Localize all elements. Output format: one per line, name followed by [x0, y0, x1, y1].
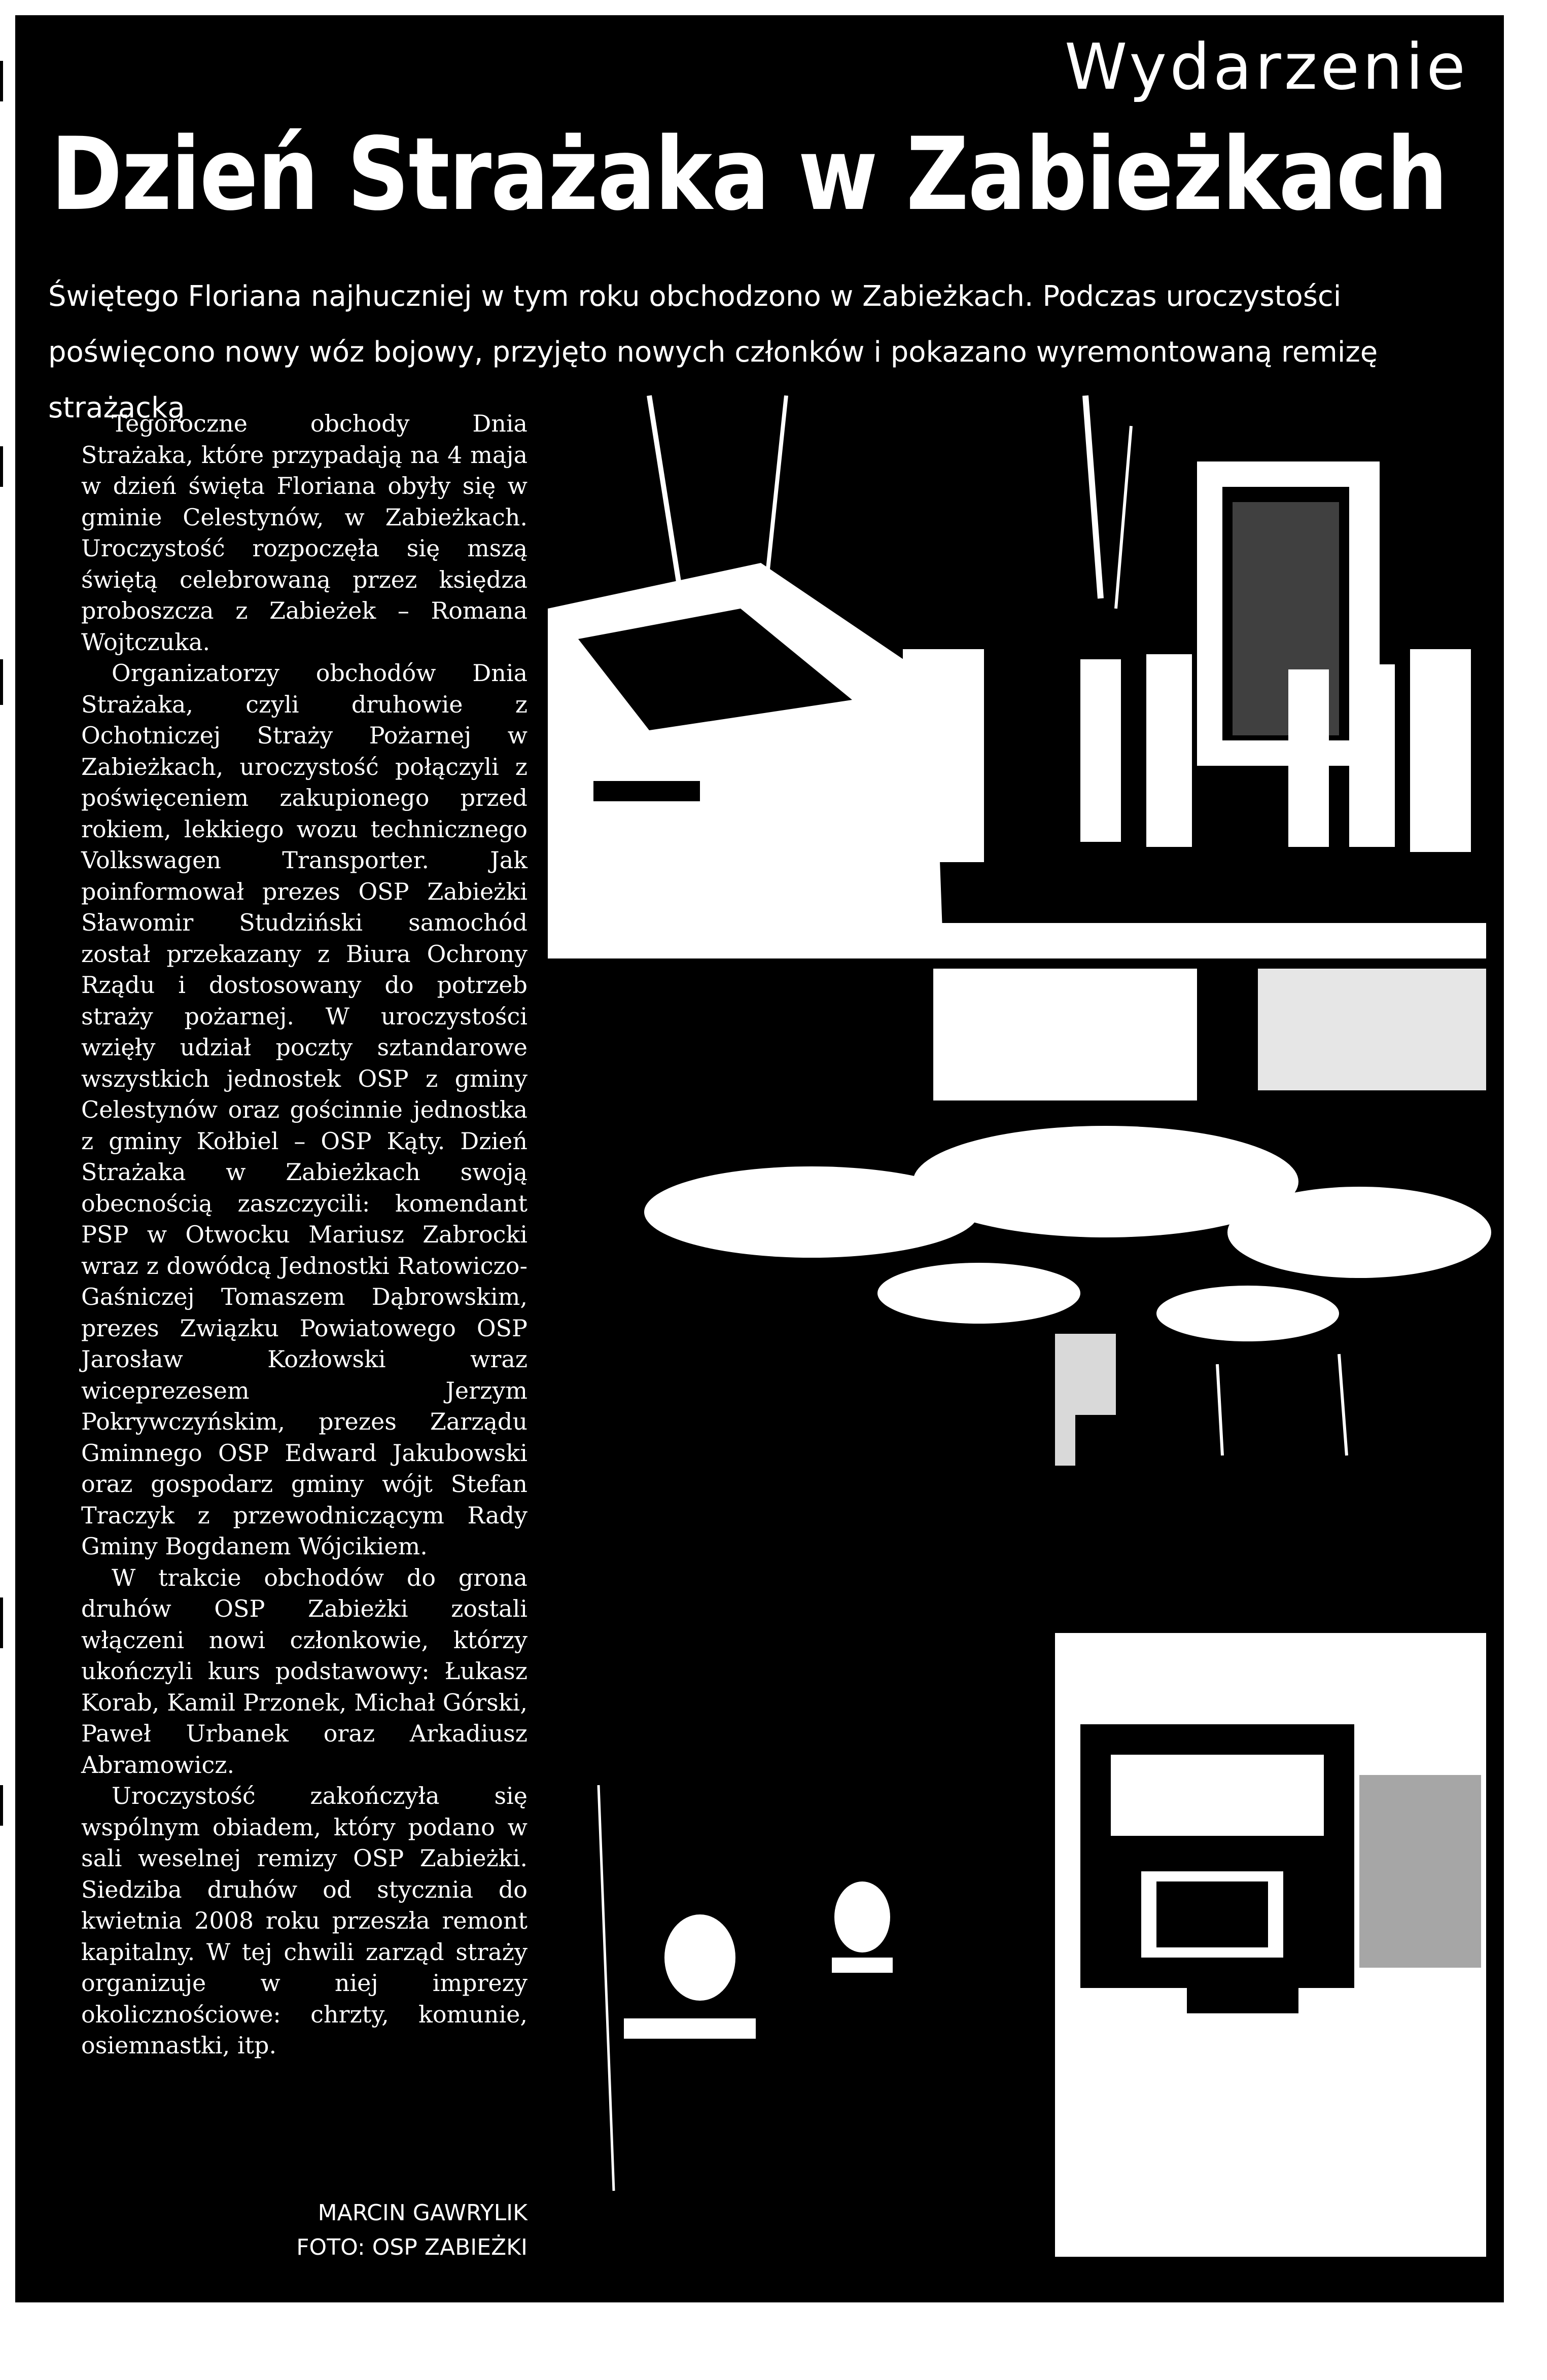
- article-body: [81, 408, 528, 2062]
- photo-credit: FOTO: OSP ZABIEŻKI: [296, 2234, 528, 2260]
- photo-fire-truck-blessing: [548, 396, 1486, 958]
- article-paragraph: W trakcie obchodów do grona druhów OSP Zabieżki zostali włączeni nowi członkowie, którzy ukończyli kurs podstawowy: Łukasz Korab, Kamil Przonek, Michał Górski, Paweł Urbanek oraz Arkadiusz Abramowicz.: [81, 1564, 528, 1779]
- photo-fire-truck-image: [548, 396, 1486, 958]
- article-paragraph: Tegoroczne obchody Dnia Strażaka, które przypadają na 4 maja w dzień święta Floriana obyły się w gminie Celestynów, w Zabieżkach. Uroczystość rozpoczęła się mszą świętą celebrowaną przez księdza proboszcza z Zabieżek – Romana Wojtczuka.: [81, 410, 528, 656]
- magazine-page: [15, 15, 1504, 2380]
- article-credits: [81, 2196, 528, 2265]
- article-paragraph: Organizatorzy obchodów Dnia Strażaka, czyli druhowie z Ochotniczej Straży Pożarnej w Zabieżkach, uroczystość połączyli z poświęceniem zakupionego przed rokiem, lekkiego wozu technicznego Volkswagen Transporter. Jak poinformował prezes OSP Zabieżki Sławomir Studziński samochód został przekazany z Biura Ochrony Rządu i dostosowany do potrzeb straży pożarnej. W uroczystości wzięły udział poczty sztandarowe wszystkich jednostek OSP z gminy Celestynów oraz gościnnie jednostka z gminy Kołbiel – OSP Kąty. Dzień Strażaka w Zabieżkach swoją obecnością zaszczycili: komendant PSP w Otwocku Mariusz Zabrocki wraz z dowódcą Jednostki Ratowiczo-Gaśniczej Tomaszem Dąbrowskim, prezes Związku Powiatowego OSP Jarosław Kozłowski wraz wiceprezesem Jerzym Pokrywczyńskim, prezes Zarządu Gminnego OSP Edward Jakubowski oraz gospodarz gminy wójt Stefan Traczyk z przewodniczącym Rady Gminy Bogdanem Wójcikiem.: [81, 659, 528, 1560]
- article-title: Dzień Strażaka w Zabieżkach: [51, 116, 1447, 233]
- edge-mark: [0, 659, 3, 705]
- photo-crowd-image: [548, 969, 1486, 1537]
- edge-mark: [0, 1597, 3, 1648]
- edge-mark: [0, 61, 3, 101]
- article-lead: Świętego Floriana najhuczniej w tym roku obchodzono w Zabieżkach. Podczas uroczystości poświęcono nowy wóz bojowy, przyjęto nowych członków i pokazano wyremontowaną remizę strażacką: [48, 280, 1378, 424]
- left-margin: [0, 0, 15, 2358]
- photo-fire-vehicle-image: [548, 1633, 1486, 2257]
- page-footer: [917, 2325, 1468, 2380]
- section-label: Wydarzenie: [1064, 30, 1468, 104]
- article-paragraph: Uroczystość zakończyła się wspólnym obiadem, który podano w sali weselnej remizy OSP Zabieżki. Siedziba druhów od stycznia do kwietnia 2008 roku przeszła remont kapitalny. W tej chwili zarząd straży organizuje w niej imprezy okolicznościowe: chrzty, komunie, osiemnastki, itp.: [81, 1782, 528, 2059]
- publication-name: Celestynka maj / czerwiec 2008: [917, 2343, 1388, 2375]
- edge-mark: [0, 1785, 3, 1826]
- photo-crowd-of-firefighters: [548, 969, 1486, 1537]
- photo-volkswagen-fire-vehicle: [548, 1633, 1486, 2257]
- page-number: 25: [1403, 2325, 1468, 2380]
- author-name: MARCIN GAWRYLIK: [318, 2200, 528, 2226]
- edge-mark: [0, 446, 3, 487]
